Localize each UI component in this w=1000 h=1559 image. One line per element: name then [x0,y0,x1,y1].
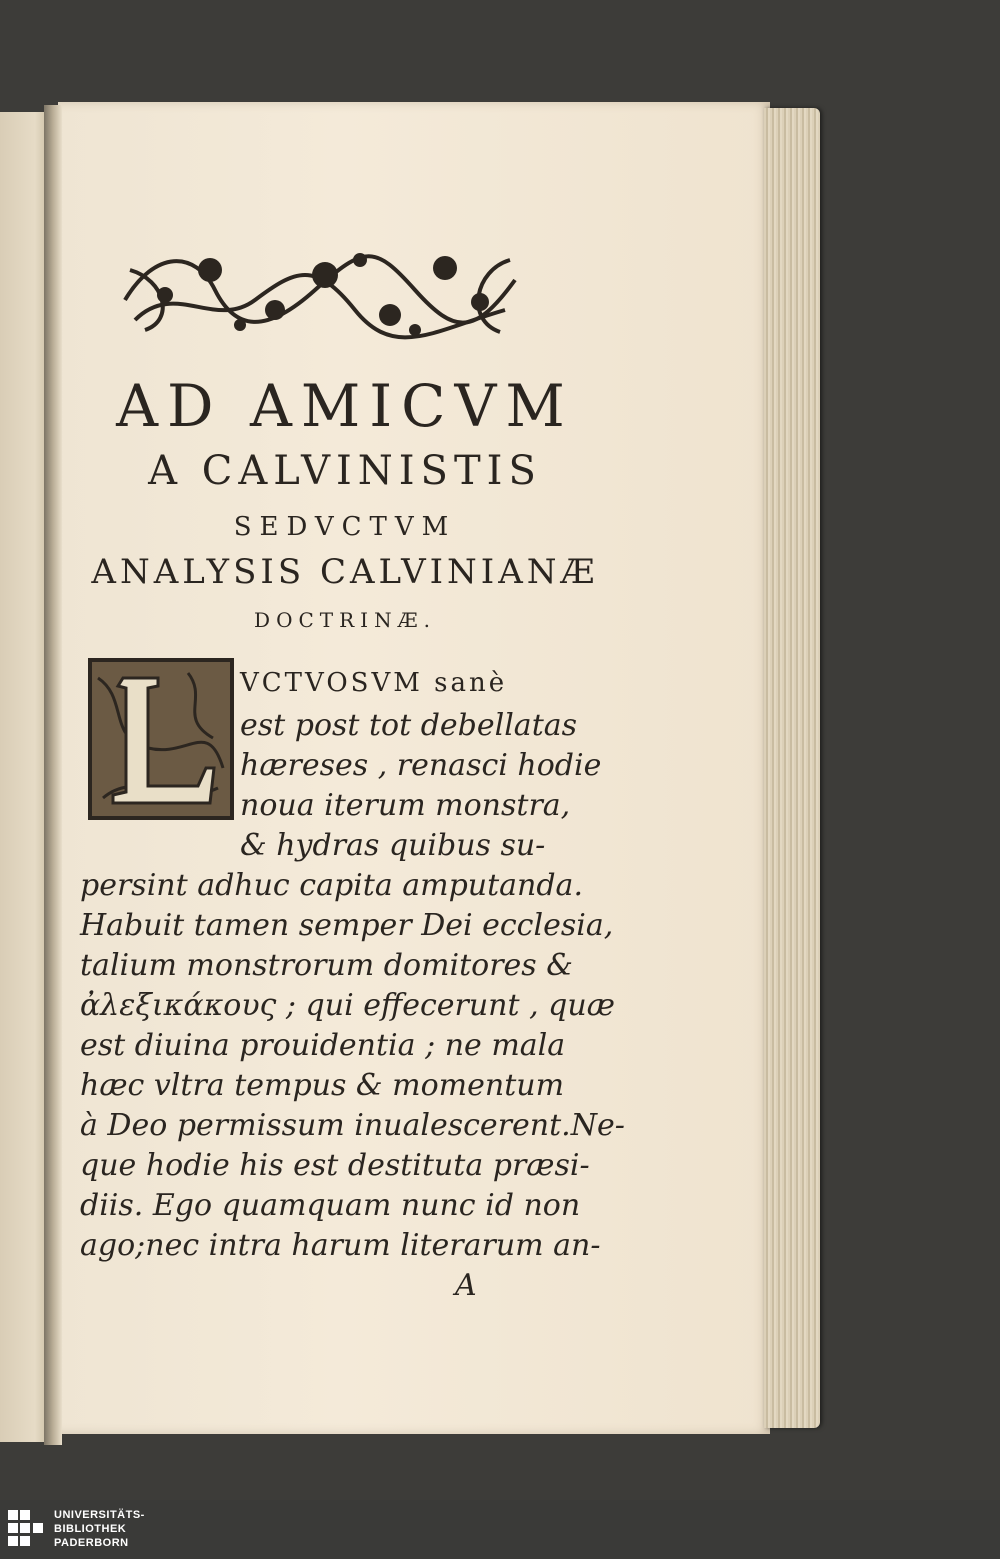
text-line-15: ago;nec intra harum literarum an- [80,1228,601,1263]
text-line-5: & hydras quibus su- [240,828,546,863]
text-line-7: Habuit tamen semper Dei ecclesia, [80,908,614,943]
text-line-12: à Deo permissum inualescerent.Ne- [80,1108,625,1143]
text-line-1: VCTVOSVM sanè [240,668,508,698]
text-line-8: talium monstrorum domitores & [80,948,573,983]
text-line-2: est post tot debellatas [240,708,578,743]
book-gutter [44,105,62,1445]
logo-line-2: BIBLIOTHEK [54,1523,127,1535]
decorated-initial-L [88,658,234,820]
title-line-5: DOCTRINÆ. [254,608,436,632]
library-logo-bar [0,1500,1000,1559]
text-line-9: ἀλεξικάκους ; qui effecerunt , quæ [80,988,615,1023]
text-line-4: noua iterum monstra, [240,788,571,823]
left-page-edge [0,112,50,1442]
title-line-4: ANALYSIS CALVINIANÆ [91,552,599,592]
logo-line-3: PADERBORN [54,1537,129,1549]
title-line-2: A CALVINISTIS [148,448,542,494]
text-line-10: est diuina prouidentia ; ne mala [80,1028,566,1063]
library-logo-icon [6,1506,46,1554]
title-line-1: AD AMICVM [116,372,574,440]
logo-line-1: UNIVERSITÄTS- [54,1509,145,1521]
text-line-6: persint adhuc capita amputanda. [80,868,583,903]
text-line-3: hæreses , renasci hodie [240,748,602,783]
text-line-13: que hodie his est destituta præsi- [80,1148,590,1183]
library-logo-text [54,1508,145,1550]
signature-mark: A [455,1268,477,1303]
text-line-11: hæc vltra tempus & momentum [80,1068,565,1103]
title-line-3: SEDVCTVM [233,512,457,542]
text-line-14: diis. Ego quamquam nunc id non [80,1188,581,1223]
floral-headpiece-ornament [115,240,525,342]
page-stack-edges [764,108,820,1428]
